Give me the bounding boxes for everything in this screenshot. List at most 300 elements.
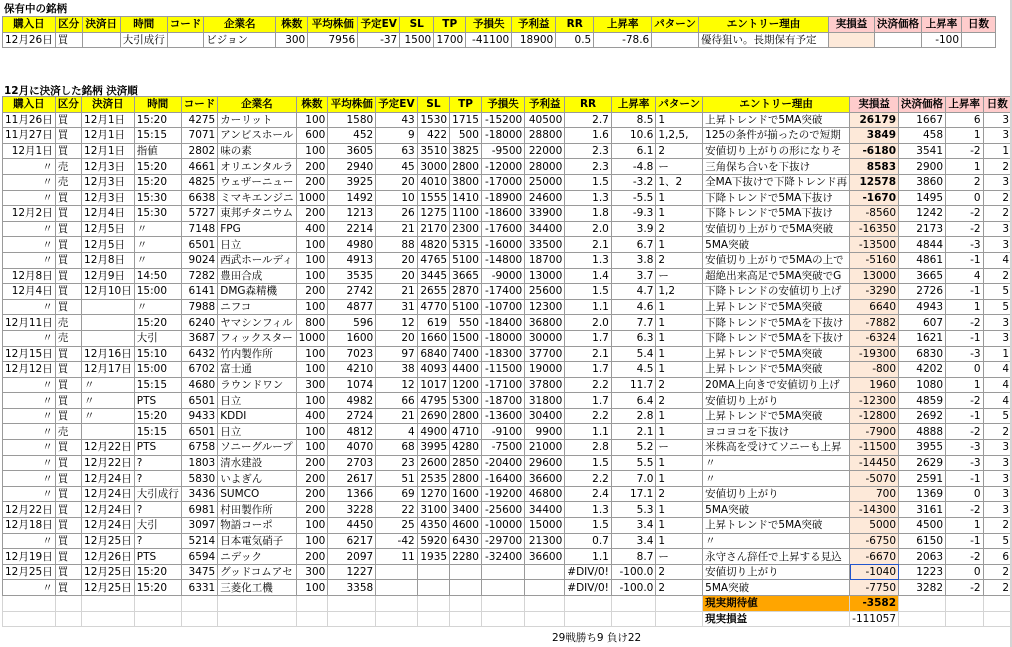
- cell[interactable]: 2: [656, 393, 703, 409]
- cell[interactable]: 6501: [181, 237, 218, 253]
- cell[interactable]: 36600: [525, 549, 565, 565]
- cell[interactable]: 458: [899, 128, 946, 144]
- cell[interactable]: 2: [983, 518, 1011, 534]
- cell[interactable]: 1080: [899, 377, 946, 393]
- cell[interactable]: 7148: [181, 221, 218, 237]
- cell[interactable]: 味の素: [218, 143, 296, 159]
- cell[interactable]: 〃: [3, 237, 56, 253]
- cell[interactable]: 上昇トレンドで5MA突破: [703, 408, 850, 424]
- cell[interactable]: 上昇トレンドで5MA突破: [703, 362, 850, 378]
- cell[interactable]: 12月24日: [82, 471, 135, 487]
- cell[interactable]: 619: [417, 315, 449, 331]
- cell[interactable]: 2063: [899, 549, 946, 565]
- cell[interactable]: ヤマシンフィル: [218, 315, 296, 331]
- cell[interactable]: ?: [134, 533, 181, 549]
- cell[interactable]: 1000: [296, 330, 328, 346]
- cell[interactable]: 400: [296, 221, 328, 237]
- cell[interactable]: -17600: [481, 221, 524, 237]
- cell[interactable]: 日立: [218, 237, 296, 253]
- cell[interactable]: 1.7: [565, 330, 612, 346]
- cell[interactable]: 3: [983, 112, 1011, 128]
- cell[interactable]: -4.8: [611, 159, 656, 175]
- cell[interactable]: 6150: [899, 533, 946, 549]
- cell[interactable]: 2: [656, 564, 703, 580]
- cell[interactable]: 38: [376, 362, 418, 378]
- cell[interactable]: 6: [983, 549, 1011, 565]
- cell[interactable]: 1213: [328, 206, 376, 222]
- cell[interactable]: 15:00: [134, 362, 181, 378]
- cell[interactable]: -78.6: [594, 32, 652, 48]
- cell[interactable]: 4450: [328, 518, 376, 534]
- cell[interactable]: -2: [946, 143, 984, 159]
- cell[interactable]: 100: [296, 518, 328, 534]
- cell[interactable]: [875, 32, 922, 48]
- cell[interactable]: 3: [983, 221, 1011, 237]
- cell[interactable]: 1: [656, 424, 703, 440]
- cell[interactable]: 12月1日: [3, 143, 56, 159]
- cell[interactable]: 100: [296, 440, 328, 456]
- column-header[interactable]: 購入日: [3, 97, 56, 113]
- cell[interactable]: 買: [55, 190, 81, 206]
- cell[interactable]: -1: [946, 471, 984, 487]
- cell[interactable]: 4202: [899, 362, 946, 378]
- cell[interactable]: 買: [55, 533, 81, 549]
- cell[interactable]: 6217: [328, 533, 376, 549]
- column-header[interactable]: 上昇率: [594, 17, 652, 33]
- cell[interactable]: 200: [296, 471, 328, 487]
- cell[interactable]: 22: [376, 502, 418, 518]
- column-header[interactable]: 日数: [962, 17, 996, 33]
- column-header[interactable]: 決済価格: [899, 97, 946, 113]
- cell[interactable]: 3282: [899, 580, 946, 596]
- cell[interactable]: 〃: [3, 221, 56, 237]
- cell[interactable]: [376, 611, 418, 627]
- cell[interactable]: 46800: [525, 486, 565, 502]
- cell[interactable]: 4913: [328, 252, 376, 268]
- cell[interactable]: 4795: [417, 393, 449, 409]
- cell[interactable]: 2214: [328, 221, 376, 237]
- cell[interactable]: 300: [276, 32, 308, 48]
- cell[interactable]: 15:10: [134, 346, 181, 362]
- cell[interactable]: 6501: [181, 393, 218, 409]
- cell[interactable]: 1017: [417, 377, 449, 393]
- cell[interactable]: -6750: [850, 533, 899, 549]
- cell[interactable]: 2: [983, 580, 1011, 596]
- cell[interactable]: 12月5日: [82, 237, 135, 253]
- cell[interactable]: 買: [55, 112, 81, 128]
- cell[interactable]: 88: [376, 237, 418, 253]
- cell[interactable]: 永守さん辞任で上昇する見込: [703, 549, 850, 565]
- cell[interactable]: 買: [55, 252, 81, 268]
- cell[interactable]: 3825: [450, 143, 482, 159]
- cell[interactable]: 15:20: [134, 112, 181, 128]
- cell[interactable]: 1.5: [565, 455, 612, 471]
- cell[interactable]: 31800: [525, 393, 565, 409]
- column-header[interactable]: TP: [434, 17, 466, 33]
- cell[interactable]: PTS: [134, 549, 181, 565]
- cell[interactable]: 26: [376, 206, 418, 222]
- cell[interactable]: 9024: [181, 252, 218, 268]
- column-header[interactable]: 予損失: [481, 97, 524, 113]
- cell[interactable]: 1803: [181, 455, 218, 471]
- cell[interactable]: -8560: [850, 206, 899, 222]
- cell[interactable]: 2: [656, 252, 703, 268]
- cell[interactable]: 米株高を受けてソニーも上昇: [703, 440, 850, 456]
- cell[interactable]: 安値切り上がりで5MA突破: [703, 221, 850, 237]
- cell[interactable]: -41100: [466, 32, 512, 48]
- cell[interactable]: 12月22日: [82, 440, 135, 456]
- column-header[interactable]: 株数: [296, 97, 328, 113]
- cell[interactable]: 1: [656, 408, 703, 424]
- cell[interactable]: 200: [296, 502, 328, 518]
- cell[interactable]: 12月15日: [3, 346, 56, 362]
- cell[interactable]: 西武ホールディ: [218, 252, 296, 268]
- cell[interactable]: 1: [656, 455, 703, 471]
- cell[interactable]: 1660: [417, 330, 449, 346]
- cell[interactable]: 2692: [899, 408, 946, 424]
- cell[interactable]: 5830: [181, 471, 218, 487]
- cell[interactable]: 12月26日: [3, 32, 56, 48]
- cell[interactable]: 1495: [899, 190, 946, 206]
- cell[interactable]: 6594: [181, 549, 218, 565]
- cell[interactable]: [296, 596, 328, 612]
- cell[interactable]: [656, 596, 703, 612]
- cell[interactable]: 28000: [525, 159, 565, 175]
- cell[interactable]: -1: [946, 533, 984, 549]
- cell[interactable]: 12月4日: [82, 206, 135, 222]
- cell[interactable]: 4710: [450, 424, 482, 440]
- cell[interactable]: 6.3: [611, 330, 656, 346]
- cell[interactable]: [481, 564, 524, 580]
- cell[interactable]: 0: [946, 486, 984, 502]
- cell[interactable]: 大引: [134, 330, 181, 346]
- cell[interactable]: 2.3: [565, 143, 612, 159]
- cell[interactable]: 37700: [525, 346, 565, 362]
- cell[interactable]: 〃: [703, 471, 850, 487]
- cell[interactable]: 1: [656, 299, 703, 315]
- cell[interactable]: 買: [55, 362, 81, 378]
- cell[interactable]: -20400: [481, 455, 524, 471]
- cell[interactable]: 5300: [450, 393, 482, 409]
- cell[interactable]: 6640: [850, 299, 899, 315]
- cell[interactable]: [525, 564, 565, 580]
- cell[interactable]: PTS: [134, 393, 181, 409]
- cell[interactable]: -2: [946, 221, 984, 237]
- cell[interactable]: 〃: [3, 252, 56, 268]
- cell[interactable]: 28800: [525, 128, 565, 144]
- cell[interactable]: 優待狙い。長期保有予定: [699, 32, 829, 48]
- cell[interactable]: 3228: [328, 502, 376, 518]
- cell[interactable]: 7956: [308, 32, 358, 48]
- cell[interactable]: 12月3日: [82, 174, 135, 190]
- cell[interactable]: 24600: [525, 190, 565, 206]
- cell[interactable]: 1700: [434, 32, 466, 48]
- cell[interactable]: [652, 32, 699, 48]
- cell[interactable]: 4982: [328, 393, 376, 409]
- cell[interactable]: 物語コーポ: [218, 518, 296, 534]
- cell[interactable]: 15:15: [134, 377, 181, 393]
- cell[interactable]: 5214: [181, 533, 218, 549]
- cell[interactable]: 100: [296, 362, 328, 378]
- cell[interactable]: 2800: [450, 408, 482, 424]
- cell[interactable]: 1555: [417, 190, 449, 206]
- cell[interactable]: 12月25日: [82, 533, 135, 549]
- cell[interactable]: [417, 596, 449, 612]
- cell[interactable]: 1500: [450, 330, 482, 346]
- cell[interactable]: 下降トレンドで5MAを下抜け: [703, 315, 850, 331]
- cell[interactable]: ー: [656, 440, 703, 456]
- column-header[interactable]: エントリー理由: [703, 97, 850, 113]
- cell[interactable]: 12月19日: [3, 549, 56, 565]
- cell[interactable]: 4877: [328, 299, 376, 315]
- cell[interactable]: 100: [296, 533, 328, 549]
- cell[interactable]: 12月3日: [82, 190, 135, 206]
- cell[interactable]: -12000: [481, 159, 524, 175]
- cell[interactable]: 18700: [525, 252, 565, 268]
- cell[interactable]: ?: [134, 502, 181, 518]
- cell[interactable]: 12月25日: [82, 580, 135, 596]
- cell[interactable]: 安値切り上がりの形になりそ: [703, 143, 850, 159]
- cell[interactable]: 6141: [181, 284, 218, 300]
- cell[interactable]: 6702: [181, 362, 218, 378]
- cell[interactable]: 超絶出来高足で5MA突破でG: [703, 268, 850, 284]
- cell[interactable]: 2: [983, 190, 1011, 206]
- cell[interactable]: 1715: [450, 112, 482, 128]
- cell[interactable]: 12月1日: [82, 143, 135, 159]
- cell[interactable]: -13600: [481, 408, 524, 424]
- cell[interactable]: 2726: [899, 284, 946, 300]
- cell[interactable]: 3358: [328, 580, 376, 596]
- cell[interactable]: 51: [376, 471, 418, 487]
- cell[interactable]: -3: [946, 346, 984, 362]
- cell[interactable]: 買: [55, 377, 81, 393]
- cell[interactable]: 1: [946, 299, 984, 315]
- cell[interactable]: -2: [946, 393, 984, 409]
- cell[interactable]: -1: [946, 284, 984, 300]
- cell[interactable]: フィックスター: [218, 330, 296, 346]
- cell[interactable]: 8.5: [611, 112, 656, 128]
- cell[interactable]: 〃: [3, 159, 56, 175]
- cell[interactable]: 〃: [134, 299, 181, 315]
- cell[interactable]: 600: [296, 128, 328, 144]
- cell[interactable]: 4070: [328, 440, 376, 456]
- column-header[interactable]: 区分: [55, 97, 81, 113]
- cell[interactable]: 3687: [181, 330, 218, 346]
- cell[interactable]: 6240: [181, 315, 218, 331]
- cell[interactable]: 下降トレンドで5MA下抜け: [703, 206, 850, 222]
- cell[interactable]: 豊田合成: [218, 268, 296, 284]
- cell[interactable]: 村田製作所: [218, 502, 296, 518]
- cell[interactable]: 買: [55, 518, 81, 534]
- cell[interactable]: 37800: [525, 377, 565, 393]
- cell[interactable]: 200: [296, 486, 328, 502]
- cell[interactable]: 5920: [417, 533, 449, 549]
- cell[interactable]: -16400: [481, 471, 524, 487]
- cell[interactable]: [962, 32, 996, 48]
- cell[interactable]: 2.2: [565, 408, 612, 424]
- cell[interactable]: [481, 611, 524, 627]
- cell[interactable]: 1242: [899, 206, 946, 222]
- cell[interactable]: 12月5日: [82, 221, 135, 237]
- cell[interactable]: [181, 596, 218, 612]
- cell[interactable]: -3: [946, 440, 984, 456]
- cell[interactable]: 43: [376, 112, 418, 128]
- cell[interactable]: 7.7: [611, 315, 656, 331]
- cell[interactable]: 4093: [417, 362, 449, 378]
- cell[interactable]: [899, 596, 946, 612]
- cell[interactable]: 5MA突破: [703, 502, 850, 518]
- cell[interactable]: 700: [850, 486, 899, 502]
- cell[interactable]: 7988: [181, 299, 218, 315]
- cell[interactable]: 6430: [450, 533, 482, 549]
- column-header[interactable]: パターン: [656, 97, 703, 113]
- cell[interactable]: 800: [296, 315, 328, 331]
- cell[interactable]: 3510: [417, 143, 449, 159]
- cell[interactable]: 15:15: [134, 424, 181, 440]
- cell[interactable]: 1: [656, 190, 703, 206]
- cell[interactable]: 36600: [525, 471, 565, 487]
- cell[interactable]: 7282: [181, 268, 218, 284]
- cell[interactable]: 6981: [181, 502, 218, 518]
- cell[interactable]: 3995: [417, 440, 449, 456]
- cell[interactable]: 100: [296, 299, 328, 315]
- cell[interactable]: 〃: [3, 393, 56, 409]
- cell[interactable]: 20: [376, 174, 418, 190]
- cell[interactable]: 2629: [899, 455, 946, 471]
- cell[interactable]: 〃: [134, 237, 181, 253]
- cell[interactable]: 34400: [525, 221, 565, 237]
- cell[interactable]: -17100: [481, 377, 524, 393]
- column-header[interactable]: パターン: [652, 17, 699, 33]
- cell[interactable]: -2: [946, 315, 984, 331]
- cell[interactable]: 1.3: [565, 190, 612, 206]
- cell[interactable]: 1: [946, 159, 984, 175]
- cell[interactable]: [983, 611, 1011, 627]
- cell[interactable]: 〃: [3, 299, 56, 315]
- cell[interactable]: ラウンドワン: [218, 377, 296, 393]
- cell[interactable]: 25000: [525, 174, 565, 190]
- cell[interactable]: 6840: [417, 346, 449, 362]
- cell[interactable]: -3: [946, 237, 984, 253]
- cell[interactable]: [82, 596, 135, 612]
- cell[interactable]: -3290: [850, 284, 899, 300]
- cell[interactable]: 1.7: [565, 362, 612, 378]
- expected-label[interactable]: 現実期待値: [703, 596, 850, 612]
- cell[interactable]: 100: [296, 580, 328, 596]
- column-header[interactable]: 決済日: [82, 17, 120, 33]
- cell[interactable]: 11月27日: [3, 128, 56, 144]
- cell[interactable]: 3541: [899, 143, 946, 159]
- cell[interactable]: -14450: [850, 455, 899, 471]
- cell[interactable]: 4500: [899, 518, 946, 534]
- cell[interactable]: 100: [296, 346, 328, 362]
- cell[interactable]: -14300: [850, 502, 899, 518]
- cell[interactable]: 1580: [328, 112, 376, 128]
- cell[interactable]: 〃: [3, 424, 56, 440]
- cell[interactable]: 3: [983, 237, 1011, 253]
- cell[interactable]: 下降トレンドで5MAを下抜け: [703, 330, 850, 346]
- cell[interactable]: -42: [376, 533, 418, 549]
- cell[interactable]: 4350: [417, 518, 449, 534]
- cell[interactable]: 4825: [181, 174, 218, 190]
- cell[interactable]: 3000: [417, 159, 449, 175]
- cell[interactable]: 100: [296, 424, 328, 440]
- cell[interactable]: -19300: [850, 346, 899, 362]
- cell[interactable]: 1366: [328, 486, 376, 502]
- column-header[interactable]: 購入日: [3, 17, 56, 33]
- cell[interactable]: -16000: [481, 237, 524, 253]
- cell[interactable]: 3.4: [611, 518, 656, 534]
- cell[interactable]: 4820: [417, 237, 449, 253]
- column-header[interactable]: 企業名: [204, 17, 276, 33]
- column-header[interactable]: コード: [181, 97, 218, 113]
- cell[interactable]: 300: [296, 377, 328, 393]
- cell[interactable]: 2535: [417, 471, 449, 487]
- cell[interactable]: -10000: [481, 518, 524, 534]
- cell[interactable]: #DIV/0!: [565, 564, 612, 580]
- cell[interactable]: 1.5: [565, 284, 612, 300]
- cell[interactable]: 1: [656, 346, 703, 362]
- cell[interactable]: 〃: [3, 455, 56, 471]
- cell[interactable]: [134, 596, 181, 612]
- cell[interactable]: 22000: [525, 143, 565, 159]
- cell[interactable]: 買: [55, 206, 81, 222]
- cell[interactable]: ?: [134, 455, 181, 471]
- column-header[interactable]: RR: [556, 17, 594, 33]
- cell[interactable]: 2.7: [565, 112, 612, 128]
- cell[interactable]: 26179: [850, 112, 899, 128]
- cell[interactable]: 1227: [328, 564, 376, 580]
- cell[interactable]: 5727: [181, 206, 218, 222]
- cell[interactable]: [611, 611, 656, 627]
- cell[interactable]: 下降トレンドで5MA下抜け: [703, 190, 850, 206]
- cell[interactable]: 1223: [899, 564, 946, 580]
- cell[interactable]: 12: [376, 315, 418, 331]
- cell[interactable]: 4859: [899, 393, 946, 409]
- cell[interactable]: 12578: [850, 174, 899, 190]
- cell[interactable]: 14:50: [134, 268, 181, 284]
- cell[interactable]: 1.5: [565, 174, 612, 190]
- cell[interactable]: 〃: [3, 377, 56, 393]
- cell[interactable]: 6638: [181, 190, 218, 206]
- cell[interactable]: 4210: [328, 362, 376, 378]
- cell[interactable]: 3400: [450, 502, 482, 518]
- cell[interactable]: 596: [328, 315, 376, 331]
- cell[interactable]: 7400: [450, 346, 482, 362]
- cell[interactable]: 三菱化工機: [218, 580, 296, 596]
- cell[interactable]: 12: [376, 377, 418, 393]
- column-header[interactable]: コード: [167, 17, 204, 33]
- cell[interactable]: [565, 596, 612, 612]
- cell[interactable]: -19200: [481, 486, 524, 502]
- cell[interactable]: 125の条件が揃ったので短期: [703, 128, 850, 144]
- cell[interactable]: [134, 611, 181, 627]
- cell[interactable]: 6.7: [611, 237, 656, 253]
- cell[interactable]: 1: [656, 471, 703, 487]
- cell[interactable]: 〃: [3, 174, 56, 190]
- cell[interactable]: 〃: [3, 330, 56, 346]
- cell[interactable]: 3097: [181, 518, 218, 534]
- cell[interactable]: PTS: [134, 440, 181, 456]
- cell[interactable]: [218, 611, 296, 627]
- cell[interactable]: -17000: [481, 174, 524, 190]
- cell[interactable]: 2591: [899, 471, 946, 487]
- cell[interactable]: -2: [946, 206, 984, 222]
- column-header[interactable]: SL: [417, 97, 449, 113]
- cell[interactable]: 15:00: [134, 284, 181, 300]
- cell[interactable]: 1: [946, 128, 984, 144]
- cell[interactable]: 3: [983, 486, 1011, 502]
